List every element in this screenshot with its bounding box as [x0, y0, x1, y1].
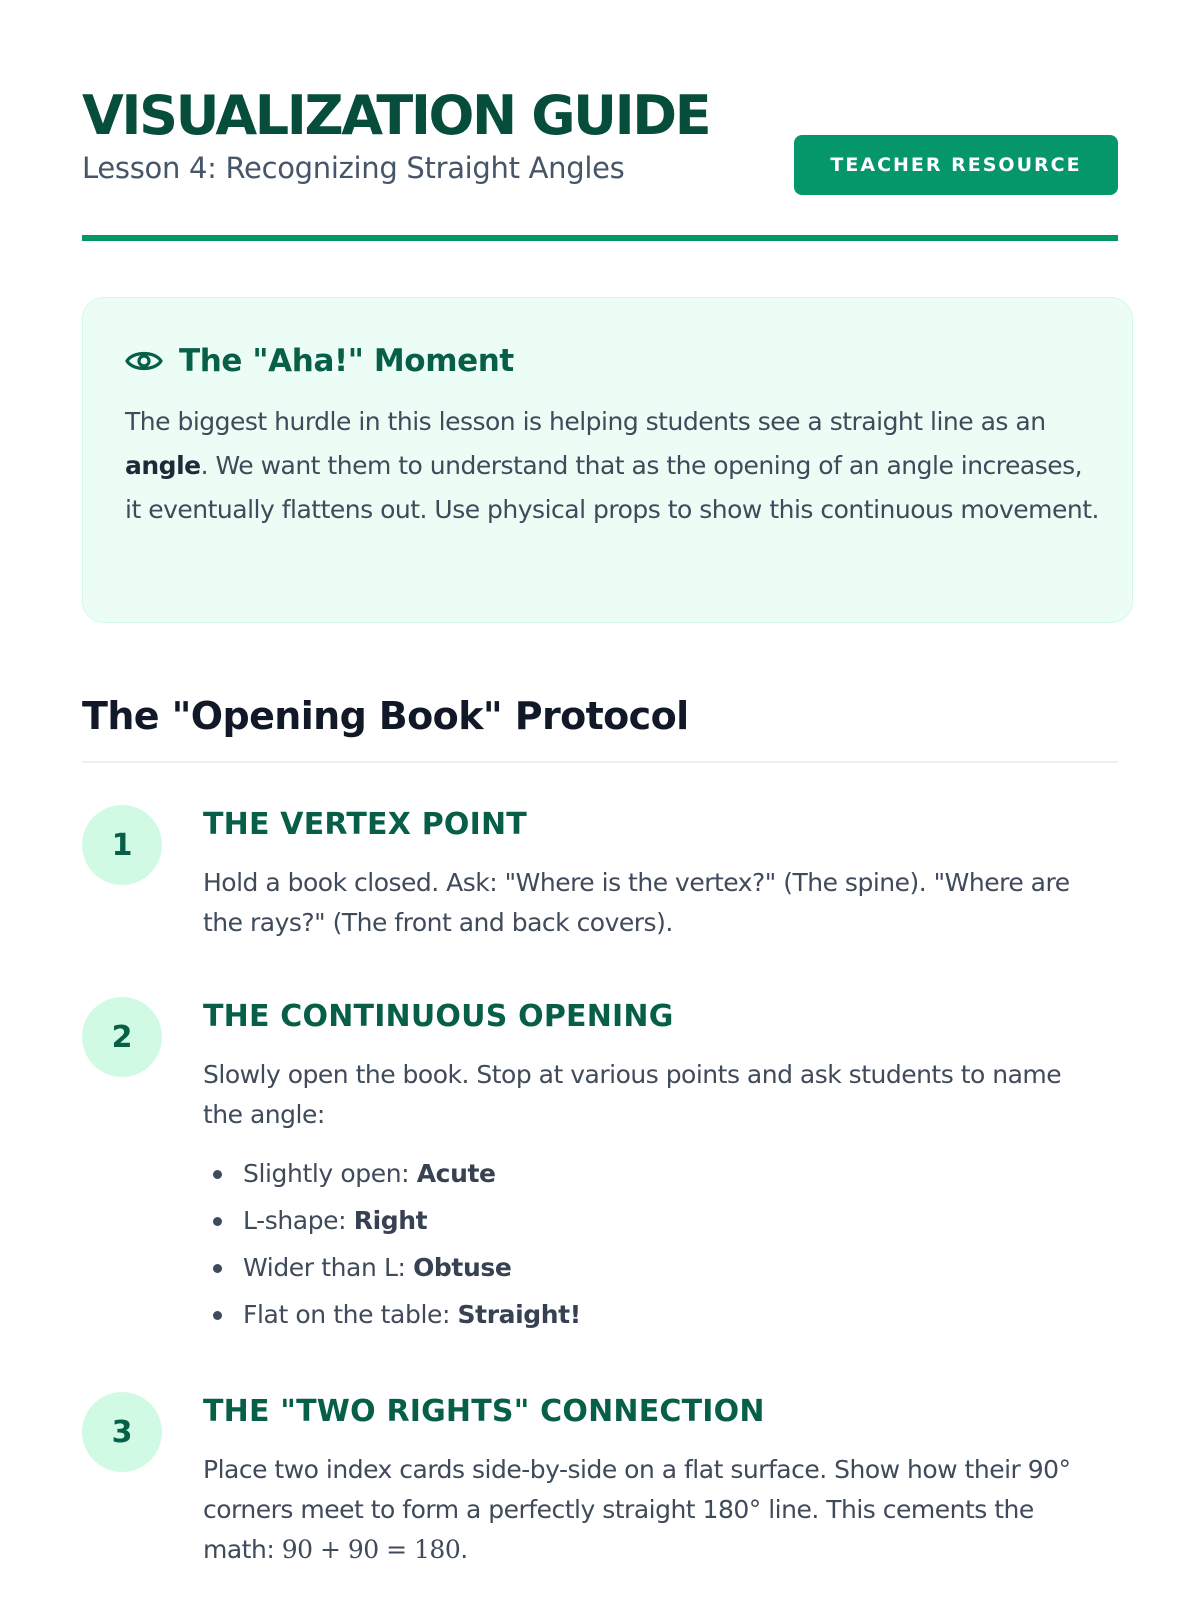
list-item: [203, 1150, 1118, 1197]
list-item-value: Acute: [416, 1159, 496, 1188]
steps-list: [82, 803, 1118, 1570]
step-3: [82, 1390, 1118, 1570]
page-title: VISUALIZATION GUIDE: [82, 84, 710, 147]
list-item: [203, 1291, 1118, 1338]
list-item-label: Flat on the table:: [243, 1300, 458, 1329]
teacher-resource-badge: TEACHER RESOURCE: [794, 135, 1118, 195]
list-item-value: Straight!: [457, 1300, 581, 1329]
step-text-end: .: [460, 1535, 468, 1564]
header: [82, 0, 1118, 245]
step-text: Slowly open the book. Stop at various points and ask students to name the angle:: [203, 1060, 1062, 1129]
step-title: THE VERTEX POINT: [203, 807, 527, 842]
step-title: THE CONTINUOUS OPENING: [203, 999, 674, 1034]
list-item-value: Obtuse: [413, 1253, 512, 1282]
callout-title: The "Aha!" Moment: [179, 343, 514, 379]
list-item-label: L-shape:: [243, 1206, 354, 1235]
math-equation: 90 + 90 = 180: [281, 1535, 461, 1564]
step-text: [203, 1450, 1103, 1570]
list-item-value: Right: [353, 1206, 428, 1235]
callout-body-text-end: . We want them to understand that as the opening of an angle increases, it eventually flattens out. Use physical props to show this continuous movement.: [125, 451, 1099, 524]
step-number: 1: [82, 805, 162, 885]
step-number: 3: [82, 1392, 162, 1472]
header-divider: [82, 235, 1118, 241]
step-number: 2: [82, 997, 162, 1077]
callout-header: [125, 338, 1092, 384]
aha-moment-callout: [82, 297, 1133, 623]
step-text: Hold a book closed. Ask: "Where is the vertex?" (The spine). "Where are the rays?" (The front and back covers).: [203, 868, 1070, 937]
callout-body: [125, 400, 1100, 532]
section-title: The "Opening Book" Protocol: [82, 691, 1118, 763]
list-item: [203, 1244, 1118, 1291]
step-title: THE "TWO RIGHTS" CONNECTION: [203, 1394, 765, 1429]
list-item-label: Wider than L:: [243, 1253, 414, 1282]
callout-body-text: The biggest hurdle in this lesson is helping students see a straight line as an: [125, 407, 1046, 436]
page-subtitle: Lesson 4: Recognizing Straight Angles: [82, 151, 625, 185]
list-item: [203, 1197, 1118, 1244]
step-2: [82, 995, 1118, 1338]
callout-body-emphasis: angle: [125, 451, 201, 480]
angle-types-list: [203, 1150, 1118, 1338]
eye-icon: [125, 347, 163, 375]
list-item-label: Slightly open:: [243, 1159, 417, 1188]
step-text-body: Place two index cards side-by-side on a flat surface. Show how their 90° corners meet to form a perfectly straight 180° line. This cements the math:: [203, 1455, 1071, 1564]
step-1: [82, 803, 1118, 943]
